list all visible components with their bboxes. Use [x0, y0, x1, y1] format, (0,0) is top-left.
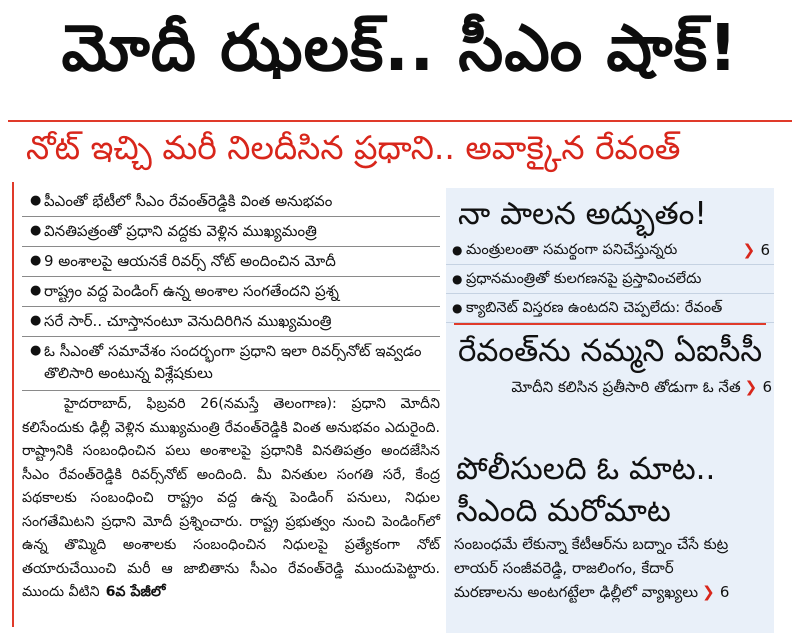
chevron-right-icon: ❯	[744, 378, 758, 396]
bullet-item	[22, 217, 440, 247]
bullet-item	[22, 337, 440, 391]
page-ref-link[interactable]	[702, 583, 729, 601]
article-body-text: హైదరాబాద్, ఫిబ్రవరి 26(నమస్తే తెలంగాణ): ప్రధాని మోదీని కలిసేందుకు ఢిల్లీ వెళ్లిన ముఖ్యమంత్రి రేవంత్‌రెడ్డికి వింత అనుభవం ఎదురైంది. రాష్ట్రానికి సంబంధించిన పలు అంశాలపై ప్రధానికి వినతిపత్రం అందజేసిన సీఎం రేవంత్‌రెడ్డికి రివర్స్‌నోట్ అందింది. మీ వినతుల సంగతి సరే, కేంద్ర పథకాలకు సంబంధించి రాష్ట్రం వద్ద ఉన్న పెండింగ్ పనులు, నిధుల సంగతేమిటని ప్రధాని మోదీ ప్రశ్నించారు. రాష్ట్ర ప్రభుత్వం నుంచి పెండింగ్‌లో ఉన్న తొమ్మిది అంశాలకు సంబంధించిన నిధులపై ప్రత్యేకంగా నోట్ తయారుచేయించి మరీ ఆ జాబితాను సీఎం రేవంత్‌రెడ్డి ముందుపెట్టారు. ముందు వీటిని	[22, 396, 440, 600]
sidebar1-item-text: మంత్రులంతా సమర్థంగా పనిచేస్తున్నరు	[466, 242, 678, 258]
bullet-dot-icon: ●	[30, 283, 42, 298]
bullet-item	[22, 277, 440, 307]
bullet-text: ఓ సీఎంతో సమావేశం సందర్భంగా ప్రధాని ఇలా రివర్స్‌నోట్ ఇవ్వడం తొలిసారి అంటున్న విశ్లేషకులు	[44, 342, 422, 382]
bullet-dot-icon: ●	[30, 253, 42, 268]
sidebar1-item	[446, 236, 774, 265]
bullet-item	[22, 247, 440, 277]
bullet-dot-icon: ●	[452, 301, 463, 315]
sidebar3-headline-line1: పోలీసులది ఓ మాట..	[456, 451, 716, 487]
bullet-text: పీఎంతో భేటీలో సీఎం రేవంత్‌రెడ్డికి వింత అనుభవం	[44, 192, 333, 210]
main-article	[22, 187, 440, 605]
bullet-text: వినతిపత్రంతో ప్రధాని వద్దకు వెళ్లిన ముఖ్యమంత్రి	[44, 222, 317, 240]
article-body	[22, 393, 440, 605]
bullet-text: రాష్ట్రం వద్ద పెండింగ్ ఉన్న అంశాల సంగతేందని ప్రశ్న	[44, 282, 339, 300]
left-accent-rule	[12, 182, 14, 627]
continued-page-link[interactable]: 6వ పేజీలో	[105, 584, 166, 600]
sidebar2-headline: రేవంత్‌ను నమ్మని ఏఐసీసీ	[458, 333, 763, 369]
sidebar3-line: సంబంధమే లేకున్నా కేటీఆర్‌ను బద్నాం చేసే కుట్ర	[454, 535, 729, 553]
sidebar3-panel	[446, 448, 774, 633]
bullet-dot-icon: ●	[30, 193, 42, 208]
sidebar1-item	[446, 265, 774, 294]
sidebar1-headline: నా పాలన అద్భుతం!	[458, 196, 707, 232]
sidebar3-line: లాయర్ సంజీవరెడ్డి, రాజలింగం, కేదార్	[454, 559, 674, 577]
chevron-right-icon: ❯	[742, 241, 756, 259]
bullet-dot-icon: ●	[452, 272, 463, 286]
sidebar3-headline-line2: సీఎంది మరోమాట	[456, 493, 671, 529]
page-ref-link[interactable]	[743, 240, 770, 260]
sidebar1-item-text: క్యాబినెట్ విస్తరణ ఉంటదని చెప్పలేదు: రేవంత్	[466, 300, 723, 316]
chevron-right-icon: ❯	[702, 583, 715, 601]
headline: మోదీ ఝలక్.. సీఎం షాక్!	[61, 11, 739, 86]
bullet-text: 9 అంశాలపై ఆయనకే రివర్స్ నోట్ అందించిన మోదీ	[44, 252, 336, 270]
bullet-item	[22, 187, 440, 217]
page-ref-number: 6	[760, 241, 770, 259]
sidebar2-subline-text: మోదీని కలిసిన ప్రతీసారి తోడుగా ఓ నేత	[511, 378, 741, 396]
page-ref-number: 6	[719, 583, 730, 601]
sidebar2-subline	[446, 373, 774, 405]
sidebar3-line-text: మరణాలను అంటగట్టేలా ఢిల్లీలో వ్యాఖ్యలు	[454, 583, 699, 601]
page-ref-link[interactable]	[745, 378, 772, 396]
sidebar1-item	[446, 294, 774, 323]
sidebar3-line	[446, 580, 774, 604]
page-ref-number: 6	[762, 378, 772, 396]
bullet-dot-icon: ●	[452, 243, 463, 257]
bullet-text: సరే సార్.. చూస్తానంటూ వెనుదిరిగిన ముఖ్యమంత్రి	[44, 312, 332, 330]
bullet-dot-icon: ●	[30, 313, 42, 328]
subheadline: నోట్ ఇచ్చి మరీ నిలదీసిన ప్రధాని.. అవాక్కైన రేవంత్	[26, 128, 681, 167]
bullet-item	[22, 307, 440, 337]
bullet-dot-icon: ●	[30, 223, 42, 238]
sidebar1-item-text: ప్రధానమంత్రితో కులగణనపై ప్రస్తావించలేదు	[466, 271, 702, 287]
bullet-dot-icon: ●	[30, 343, 42, 358]
